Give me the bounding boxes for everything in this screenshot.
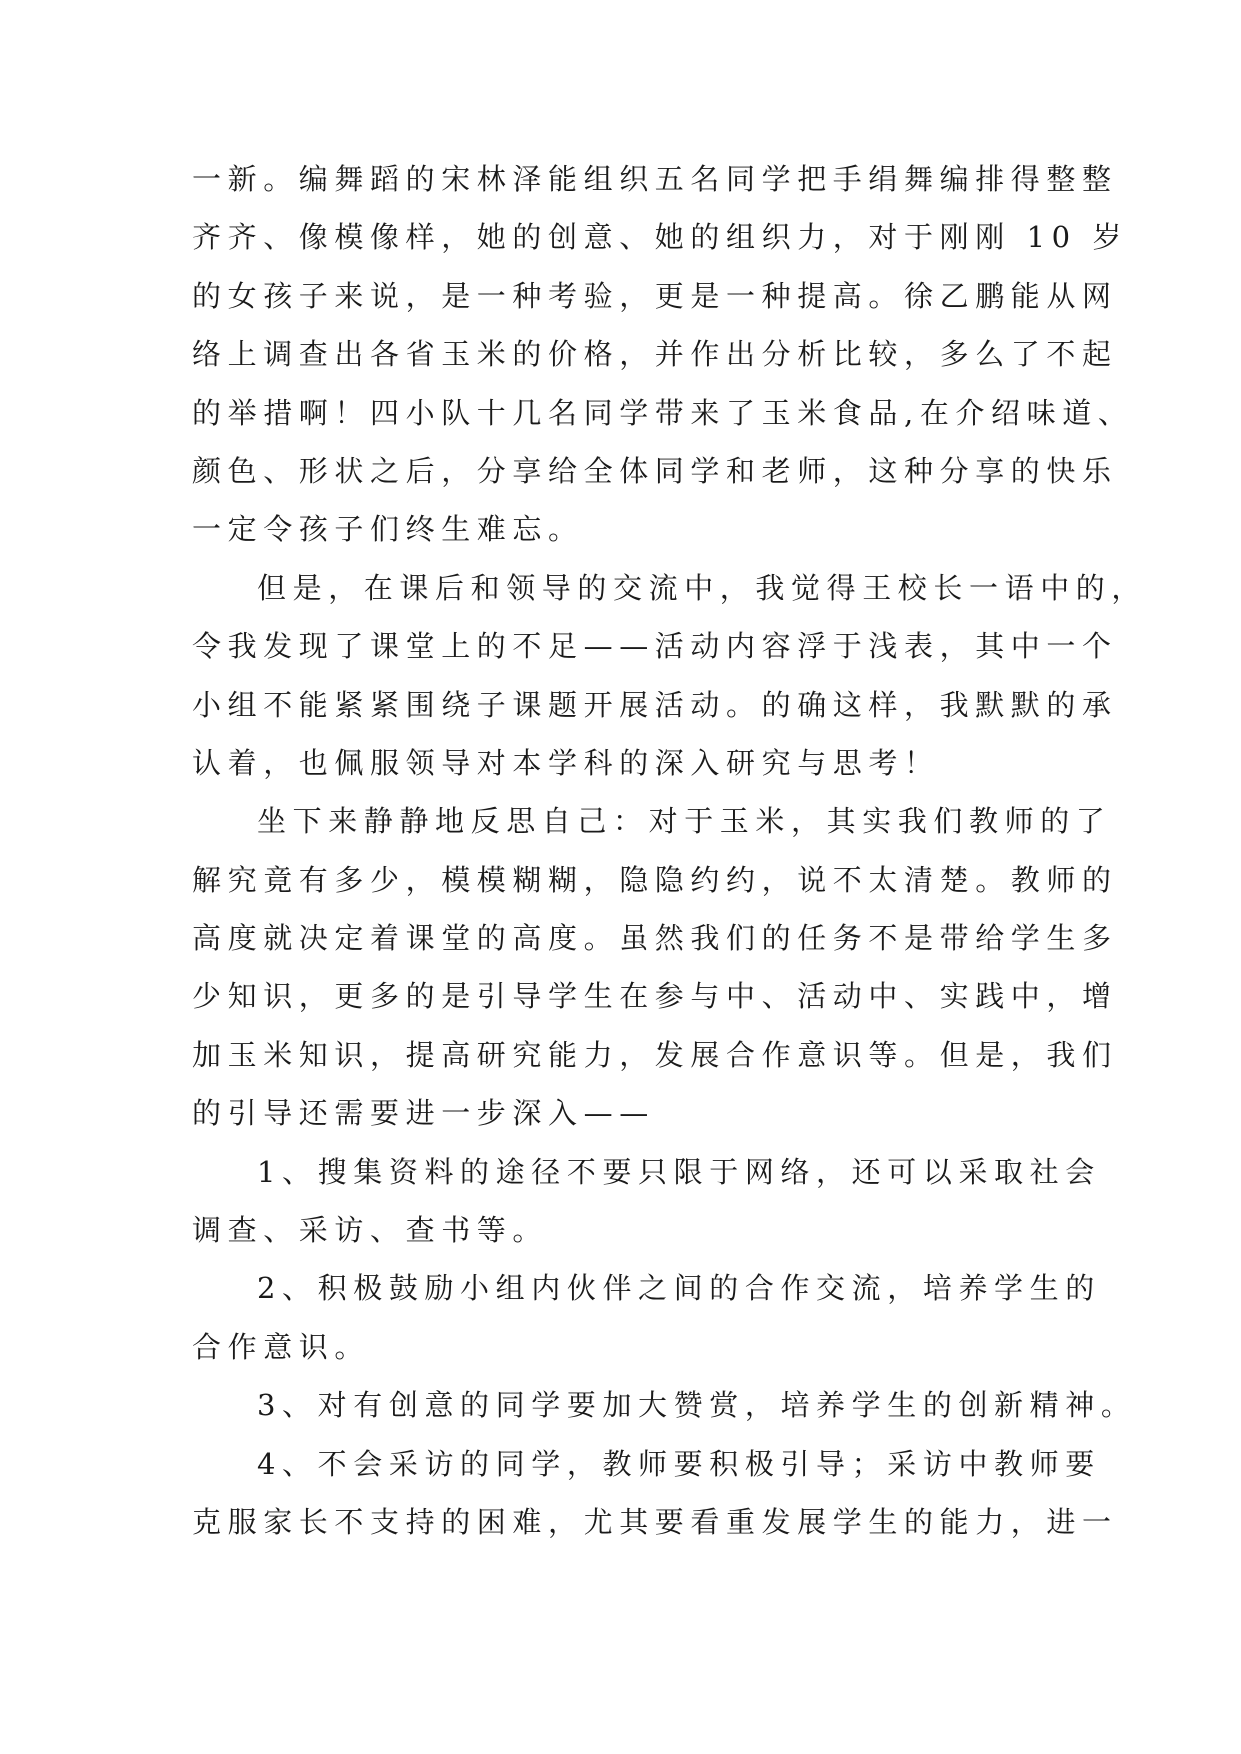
text-line: 颜色、形状之后，分享给全体同学和老师，这种分享的快乐 <box>192 453 1118 488</box>
list-item-3: 3、对有创意的同学要加大赞赏，培养学生的创新精神。 <box>257 1388 1137 1423</box>
text-line: 一定令孩子们终生难忘。 <box>192 512 584 547</box>
text-line: 调查、采访、查书等。 <box>192 1213 549 1248</box>
text-line: 高度就决定着课堂的高度。虽然我们的任务不是带给学生多 <box>192 921 1118 956</box>
text-line: 的女孩子来说，是一种考验，更是一种提高。徐乙鹏能从网 <box>192 278 1118 313</box>
text-line: 的引导还需要进一步深入—— <box>192 1096 655 1131</box>
list-item-4: 4、不会采访的同学，教师要积极引导；采访中教师要 <box>257 1446 1101 1481</box>
list-item-1: 1、搜集资料的途径不要只限于网络，还可以采取社会 <box>257 1154 1101 1189</box>
list-item-2: 2、积极鼓励小组内伙伴之间的合作交流，培养学生的 <box>257 1271 1101 1306</box>
text-line: 加玉米知识，提高研究能力，发展合作意识等。但是，我们 <box>192 1037 1118 1072</box>
text-line: 克服家长不支持的困难，尤其要看重发展学生的能力，进一 <box>192 1504 1118 1539</box>
text-line: 齐齐、像模像样，她的创意、她的组织力，对于刚刚 10 岁 <box>192 220 1129 255</box>
document-body <box>192 150 1148 1551</box>
paragraph-start-line: 坐下来静静地反思自己：对于玉米，其实我们教师的了 <box>257 804 1112 839</box>
text-line: 络上调查出各省玉米的价格，并作出分析比较，多么了不起 <box>192 337 1118 372</box>
text-line: 认着，也佩服领导对本学科的深入研究与思考！ <box>192 745 940 780</box>
paragraph-start-line: 但是，在课后和领导的交流中，我觉得王校长一语中的， <box>257 570 1148 605</box>
text-line: 解究竟有多少，模模糊糊，隐隐约约，说不太清楚。教师的 <box>192 862 1118 897</box>
text-line: 合作意识。 <box>192 1329 371 1364</box>
text-line: 少知识，更多的是引导学生在参与中、活动中、实践中，增 <box>192 979 1118 1014</box>
text-line: 小组不能紧紧围绕子课题开展活动。的确这样，我默默的承 <box>192 687 1118 722</box>
text-line: 一新。编舞蹈的宋林泽能组织五名同学把手绢舞编排得整整 <box>192 162 1118 196</box>
text-line: 的举措啊！四小队十几名同学带来了玉米食品,在介绍味道、 <box>192 395 1134 430</box>
text-line: 令我发现了课堂上的不足——活动内容浮于浅表，其中一个 <box>192 629 1118 664</box>
